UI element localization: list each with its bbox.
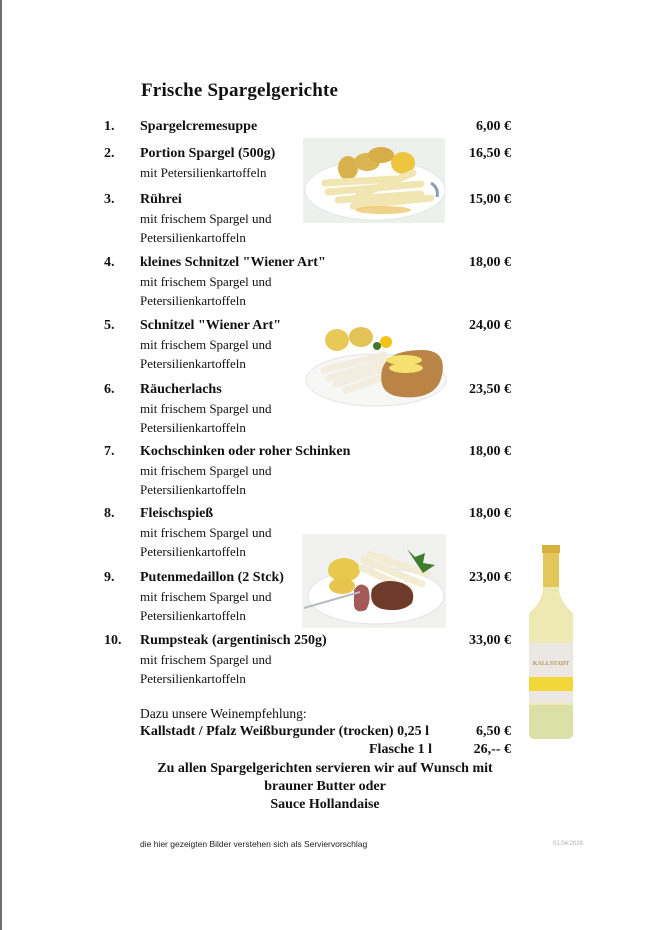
wine-label-text: KALLSTADT: [532, 661, 570, 667]
item-description: mit frischem Spargel und Petersilienkartoffeln: [140, 337, 272, 371]
wine-intro: Dazu unsere Weinempfehlung:: [140, 706, 307, 721]
item-name: Fleischspieß: [140, 506, 214, 521]
item-name: Rumpsteak (argentinisch 250g): [140, 633, 327, 648]
item-number: 7.: [104, 444, 115, 459]
item-number: 2.: [104, 146, 115, 161]
wine-bottle-photo: [522, 545, 580, 740]
item-description: mit frischem Spargel und Petersilienkartoffeln: [140, 463, 272, 497]
item-description: mit frischem Spargel und Petersilienkartoffeln: [140, 274, 272, 308]
item-price: 18,00 €: [469, 444, 511, 459]
item-price: 33,00 €: [469, 633, 511, 648]
item-number: 8.: [104, 506, 115, 521]
item-number: 10.: [104, 633, 122, 648]
wine-name: Kallstadt / Pfalz Weißburgunder (trocken) 0,25 l: [140, 724, 429, 739]
item-number: 4.: [104, 255, 115, 270]
item-description: mit frischem Spargel und Petersilienkartoffeln: [140, 652, 272, 686]
wine-bottle-size: Flasche 1 l: [369, 742, 432, 757]
sauce-note-line: brauner Butter oder: [264, 779, 386, 794]
item-price: 16,50 €: [469, 146, 511, 161]
schnitzel-asparagus-photo: [304, 320, 447, 414]
item-number: 6.: [104, 382, 115, 397]
wine-price-bottle: 26,-- €: [473, 742, 511, 757]
footer-date: 01.04.2026: [553, 841, 584, 847]
item-price: 23,00 €: [469, 570, 511, 585]
item-name: kleines Schnitzel "Wiener Art": [140, 255, 326, 270]
page-edge: [0, 0, 2, 930]
footer-disclaimer: die hier gezeigten Bilder verstehen sich als Serviervorschlag: [140, 839, 368, 849]
item-number: 3.: [104, 192, 115, 207]
steak-asparagus-photo: [302, 534, 446, 628]
item-number: 9.: [104, 570, 115, 585]
item-name: Spargelcremesuppe: [140, 119, 258, 134]
item-description: mit frischem Spargel und Petersilienkartoffeln: [140, 401, 272, 435]
item-price: 18,00 €: [469, 255, 511, 270]
item-description: mit frischem Spargel und Petersilienkartoffeln: [140, 525, 272, 559]
item-price: 18,00 €: [469, 506, 511, 521]
item-name: Schnitzel "Wiener Art": [140, 318, 282, 333]
item-description: mit frischem Spargel und Petersilienkartoffeln: [140, 211, 272, 245]
item-description: mit Petersilienkartoffeln: [140, 165, 267, 180]
item-number: 5.: [104, 318, 115, 333]
item-name: Rührei: [140, 192, 182, 207]
item-price: 15,00 €: [469, 192, 511, 207]
sauce-note-line: Sauce Hollandaise: [270, 797, 380, 812]
item-price: 23,50 €: [469, 382, 511, 397]
sauce-note-line: Zu allen Spargelgerichten servieren wir auf Wunsch mit: [157, 761, 493, 776]
item-number: 1.: [104, 119, 115, 134]
wine-price-glass: 6,50 €: [476, 724, 511, 739]
item-name: Kochschinken oder roher Schinken: [140, 444, 351, 459]
menu-title: Frische Spargelgerichte: [141, 80, 339, 101]
item-name: Portion Spargel (500g): [140, 146, 276, 161]
item-name: Putenmedaillon (2 Stck): [140, 570, 284, 585]
item-price: 24,00 €: [469, 318, 511, 333]
asparagus-potatoes-photo: [303, 138, 445, 223]
item-description: mit frischem Spargel und Petersilienkartoffeln: [140, 589, 272, 623]
sauce-note: [140, 760, 510, 814]
item-price: 6,00 €: [476, 119, 511, 134]
item-name: Räucherlachs: [140, 382, 222, 397]
